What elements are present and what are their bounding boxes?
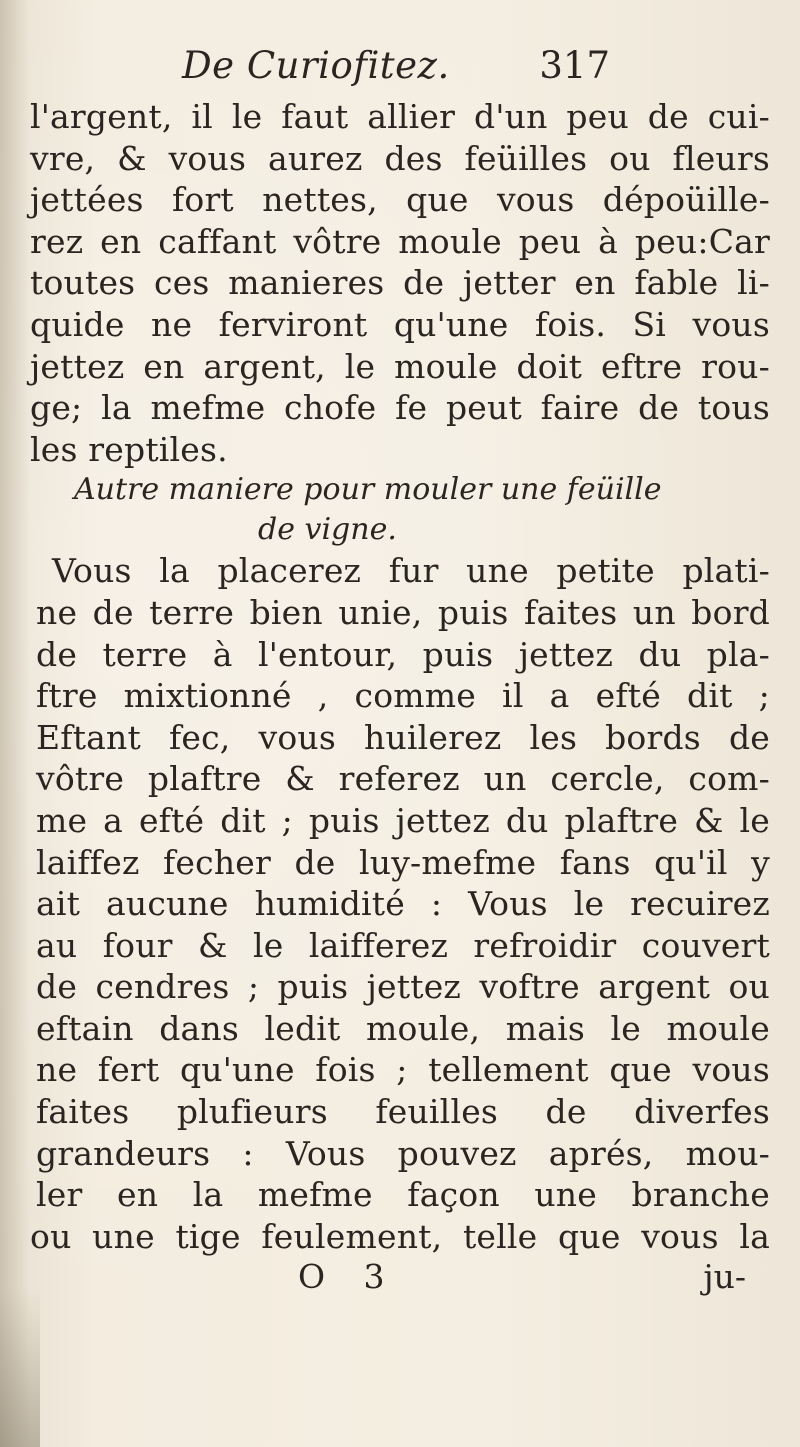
text-line: ne de terre bien unie, puis faites un bord <box>36 592 770 632</box>
page-number: 317 <box>539 44 610 87</box>
catchword: ju- <box>703 1257 746 1297</box>
text-line: quide ne ferviront qu'une fois. Si vous <box>30 304 770 344</box>
gutter-shadow <box>0 0 30 1447</box>
text-line: jettées fort nettes, que vous dépoüille- <box>30 180 770 220</box>
text-line: Eftant fec, vous huilerez les bords de <box>36 717 770 757</box>
text-line: ler en la mefme façon une branche <box>36 1175 770 1215</box>
text-line: ge; la mefme chofe fe peut faire de tous <box>30 388 770 428</box>
section-heading: Autre maniere pour mouler une feüille <box>74 472 662 508</box>
running-head <box>170 44 670 104</box>
signature-mark: O 3 <box>298 1257 399 1297</box>
text-line: de cendres ; puis jettez voftre argent ou <box>36 967 770 1007</box>
text-line: ait aucune humidité : Vous le recuirez <box>36 884 770 924</box>
text-line: ne fert qu'une fois ; tellement que vous <box>36 1050 770 1090</box>
text-line: faites plufieurs feuilles de diverfes <box>36 1092 770 1132</box>
page-footer <box>30 1257 770 1301</box>
text-line: au four & le laifferez refroidir couvert <box>36 925 770 965</box>
text-line: de terre à l'entour, puis jettez du pla- <box>36 634 770 674</box>
text-line: ftre mixtionné , comme il a efté dit ; <box>36 676 770 716</box>
text-line: l'argent, il le faut allier d'un peu de cui- <box>30 97 770 136</box>
text-line: ou une tige feulement, telle que vous la <box>30 1216 770 1256</box>
text-line: rez en caffant vôtre moule peu à peu:Car <box>30 221 770 261</box>
text-line: me a efté dit ; puis jettez du plaftre & le <box>36 800 770 840</box>
text-line: eftain dans ledit moule, mais le moule <box>36 1008 770 1048</box>
text-line: vôtre plaftre & referez un cercle, com- <box>36 759 770 799</box>
section-heading-continuation: de vigne. <box>258 512 397 548</box>
running-title: De Curiofitez. <box>182 44 450 87</box>
text-line: grandeurs : Vous pouvez aprés, mou- <box>36 1133 770 1173</box>
text-line: Vous la placerez fur une petite plati- <box>52 551 770 591</box>
text-line: toutes ces manieres de jetter en fable li- <box>30 263 770 303</box>
text-line: les reptiles. <box>30 429 228 469</box>
text-line: laiffez fecher de luy-mefme fans qu'il y <box>36 842 770 882</box>
page-corner-shadow <box>0 1287 40 1447</box>
text-line: jettez en argent, le moule doit eftre rou- <box>30 346 770 386</box>
text-block <box>30 96 770 1301</box>
text-line: vre, & vous aurez des feüilles ou fleurs <box>30 138 770 178</box>
